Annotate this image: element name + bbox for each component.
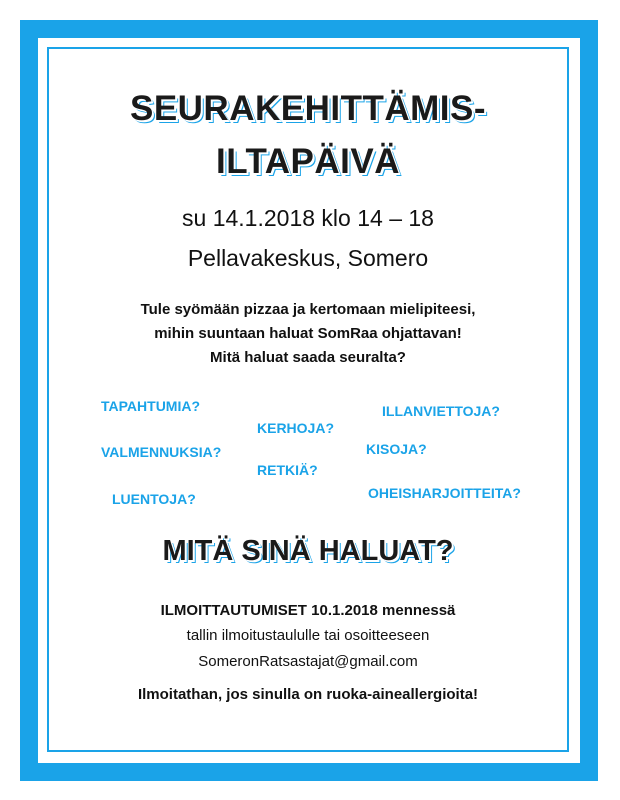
word-valmennuksia: VALMENNUKSIA? bbox=[101, 444, 222, 460]
intro-line-1: Tule syömään pizzaa ja kertomaan mielipiteesi, bbox=[140, 301, 476, 318]
allergy-note: Ilmoitathan, jos sinulla on ruoka-aineallergioita! bbox=[137, 686, 479, 703]
word-oheisharjoitteita: OHEISHARJOITTEITA? bbox=[368, 485, 521, 501]
contact-email: SomeronRatsastajat@gmail.com bbox=[198, 653, 418, 670]
word-illanviettoja: ILLANVIETTOJA? bbox=[382, 403, 500, 419]
poster-title-line2: ILTAPÄIVÄ bbox=[215, 142, 401, 181]
poster-content bbox=[47, 47, 569, 752]
word-retkia: RETKIÄ? bbox=[257, 462, 318, 478]
word-kerhoja: KERHOJA? bbox=[257, 420, 335, 436]
registration-where: tallin ilmoitustaululle tai osoitteeseen bbox=[186, 627, 430, 644]
intro-line-3: Mitä haluat saada seuralta? bbox=[210, 349, 406, 366]
poster-title-line1: SEURAKEHITTÄMIS- bbox=[129, 89, 487, 128]
question-heading: MITÄ SINÄ HALUAT? bbox=[162, 535, 454, 567]
word-tapahtumia: TAPAHTUMIA? bbox=[101, 398, 201, 414]
event-date: su 14.1.2018 klo 14 – 18 bbox=[182, 205, 434, 231]
intro-line-2: mihin suuntaan haluat SomRaa ohjattavan! bbox=[154, 325, 462, 342]
word-kisoja: KISOJA? bbox=[366, 441, 427, 457]
word-luentoja: LUENTOJA? bbox=[112, 491, 196, 507]
registration-deadline: ILMOITTAUTUMISET 10.1.2018 mennessä bbox=[160, 602, 456, 619]
event-place: Pellavakeskus, Somero bbox=[187, 245, 429, 271]
